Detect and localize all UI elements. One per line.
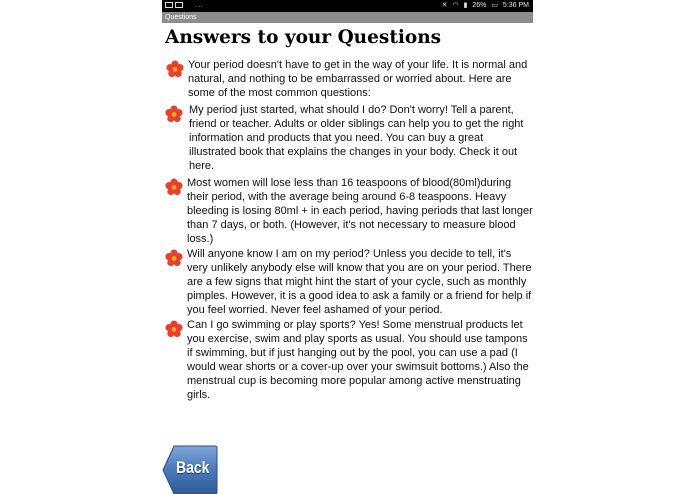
hibiscus-flower-icon [166, 60, 184, 78]
app-bar [162, 12, 533, 23]
battery-level: 26% [472, 2, 487, 9]
back-button-label: Back [176, 458, 210, 477]
status-right [439, 0, 529, 12]
app-notification-icon [175, 2, 183, 8]
hibiscus-flower-icon [165, 178, 183, 196]
hibiscus-flower-icon [165, 105, 183, 123]
back-button[interactable] [162, 445, 218, 494]
gallery-notification-icon [165, 2, 173, 8]
paragraph-intro: Your period doesn't have to get in the way of your life. It is normal and natural, and nothing to be embarrassed or worried about. Here are some of the most common questions: [188, 59, 528, 99]
page-title: Answers to your Questions [165, 27, 442, 48]
app-screen [162, 0, 533, 494]
paragraph-blood-loss: Most women will lose less than 16 teaspoons of blood(80ml)during their period, with the average being around 6-8 teaspoons. Heavy bleeding is losing 80ml + in each period, having periods that last longer than 7 days, or both. (However, it's not necessary to measure blood loss.) [187, 177, 533, 245]
status-bar [162, 0, 533, 12]
wifi-icon: ◠ [452, 2, 459, 9]
mute-icon: ✕ [441, 2, 448, 9]
battery-icon: ▭ [491, 2, 498, 9]
paragraph-period-started: My period just started, what should I do? Don't worry! Tell a parent, friend or teacher. Adults or older siblings can help you to get the right information and products that you need. You can buy a great illustrated book that explains the changes in your body. Check it out here. [189, 104, 524, 172]
paragraph-swimming-sports: Can I go swimming or play sports? Yes! Some menstrual products let you exercise, swim and play sports as usual. You should use tampons if swimming, but if just hanging out by the pool, you can use a pad (I would wear shorts or a cover-up over your swimsuit bottoms.) Also the menstrual cup is becoming more popular among active menstruating girls. [187, 319, 529, 401]
status-left-icons [165, 0, 185, 12]
hibiscus-flower-icon [165, 249, 183, 267]
signal-icon: ▮ [463, 2, 468, 9]
app-bar-title: Questions [165, 14, 197, 21]
hibiscus-flower-icon [165, 320, 183, 338]
clock: 5:36 PM [502, 2, 529, 9]
more-notifications-indicator: ... [195, 2, 204, 9]
paragraph-anyone-know: Will anyone know I am on my period? Unless you decide to tell, it's very unlikely anybody else will know that you are on your period. There are a few signs that might hint the start of your cycle, such as monthly pimples. However, it is a good idea to ask a family or a friend for help if you feel worried. Never feel ashamed of your period. [187, 248, 532, 316]
